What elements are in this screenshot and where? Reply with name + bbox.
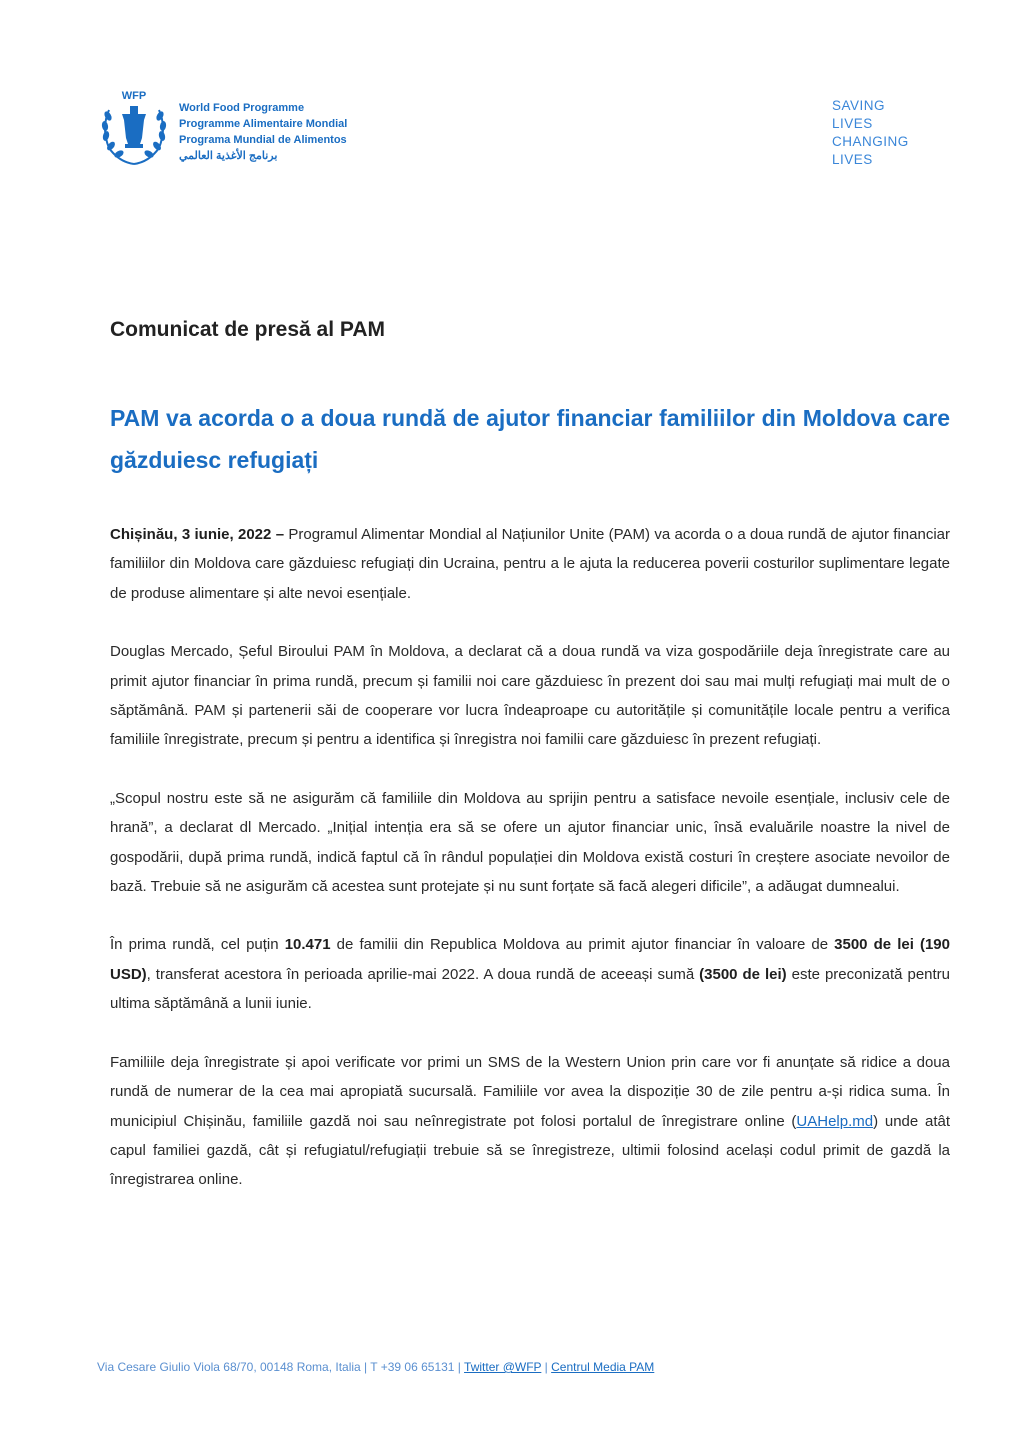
logo-line-french: Programme Alimentaire Mondial xyxy=(179,118,348,130)
paragraph-4-text-3: , transferat acestora în perioada aprilie-mai 2022. A doua rundă de aceeași sumă xyxy=(146,965,700,983)
wfp-logo xyxy=(95,88,395,168)
paragraph-3: „Scopul nostru este să ne asigurăm că familiile din Moldova au sprijin pentru a satisface nevoile esențiale, inclusiv cele de hrană”, a declarat dl Mercado. „Inițial intenția era să se ofere un ajutor financiar unic, însă evaluările noastre la nivel de gospodării, după prima rundă, indică faptul că în rândul populației din Moldova există costuri în creștere asociate nevoilor de bază. Trebuie să ne asigurăm că acestea sunt protejate și nu sunt forțate să facă alegeri dificile”, a adăugat dumnealui. xyxy=(110,789,950,896)
footer-address: Via Cesare Giulio Viola 68/70, 00148 Roma, Italia | T +39 06 65131 | xyxy=(97,1360,465,1374)
media-centre-link[interactable]: Centrul Media PAM xyxy=(551,1360,655,1374)
logo-line-english: World Food Programme xyxy=(179,102,305,114)
slogan-line-2: LIVES xyxy=(832,116,873,131)
footer-separator: | xyxy=(541,1360,552,1374)
paragraph-4-text-4: este preconizată pentru ultima săptămână a lunii iunie. xyxy=(110,965,951,1013)
paragraph-4-text-2: de familii din Republica Moldova au primit ajutor financiar în valoare de xyxy=(330,936,835,954)
slogan-line-4: LIVES xyxy=(832,152,873,167)
article-body xyxy=(110,520,950,1224)
slogan-line-1: SAVING xyxy=(832,98,886,113)
paragraph-5-text-2: ) unde atât capul familiei gazdă, cât și refugiatul/refugiații trebuie să se înregistreze, ultimii folosind același codul primit de gazdă la înregistrarea online. xyxy=(110,1112,951,1189)
amount-first-round: 3500 de lei (190 USD) xyxy=(110,936,950,983)
amount-second-round: (3500 de lei) xyxy=(699,965,787,983)
slogan xyxy=(832,97,909,169)
logo-line-arabic: برنامج الأغذية العالمي xyxy=(179,150,278,162)
paragraph-1-text: Programul Alimentar Mondial al Națiunilor Unite (PAM) va acorda o a doua rundă de ajutor financiar familiilor din Moldova care găzduiesc refugiați din Ucraina, pentru a le ajuta la reducerea poverii costurilor suplimentare legate de produse alimentare și alte nevoi esențiale. xyxy=(110,526,950,602)
slogan-line-3: CHANGING xyxy=(832,134,909,149)
wfp-emblem-icon xyxy=(95,88,173,166)
press-release-kicker: Comunicat de presă al PAM xyxy=(110,318,386,341)
paragraph-2: Douglas Mercado, Șeful Biroului PAM în Moldova, a declarat că a doua rundă va viza gospodăriile deja înregistrate care au primit ajutor financiar în prima rundă, precum și familii noi care găzduiesc în prezent doi sau mai mulți refugiați mai mult de o săptămână. PAM și partenerii săi de cooperare vor lucra îndeaproape cu autoritățile și comunitățile locale pentru a verifica familiile înregistrate, precum și pentru a identifica și înregistra noi familii care găzduiesc în prezent refugiați. xyxy=(110,643,950,749)
paragraph-1 xyxy=(110,520,950,608)
paragraph-4-text-1: În prima rundă, cel puțin xyxy=(110,936,285,954)
headline: PAM va acorda o a doua rundă de ajutor financiar familiilor din Moldova care găzduiesc refugiați xyxy=(110,405,950,473)
families-count: 10.471 xyxy=(284,936,331,954)
footer xyxy=(97,1360,654,1374)
paragraph-5 xyxy=(110,1048,950,1195)
logo-acronym: WFP xyxy=(121,90,147,102)
uahelp-link[interactable]: UAHelp.md xyxy=(796,1112,874,1130)
dateline: Chișinău, 3 iunie, 2022 – xyxy=(110,526,285,543)
paragraph-5-text-1: Familiile deja înregistrate și apoi verificate vor primi un SMS de la Western Union prin care vor fi anunțate să ridice a doua rundă de numerar de la cea mai apropiată sucursală. Familiile vor avea la dispoziție 30 de zile pentru a-și ridica suma. În municipiul Chișinău, familiile gazdă noi sau neînregistrate pot folosi portalul de înregistrare online ( xyxy=(110,1053,950,1130)
logo-line-spanish: Programa Mundial de Alimentos xyxy=(179,134,347,146)
logo-text xyxy=(179,100,347,164)
twitter-link[interactable]: Twitter @WFP xyxy=(464,1360,542,1374)
paragraph-4 xyxy=(110,930,950,1018)
